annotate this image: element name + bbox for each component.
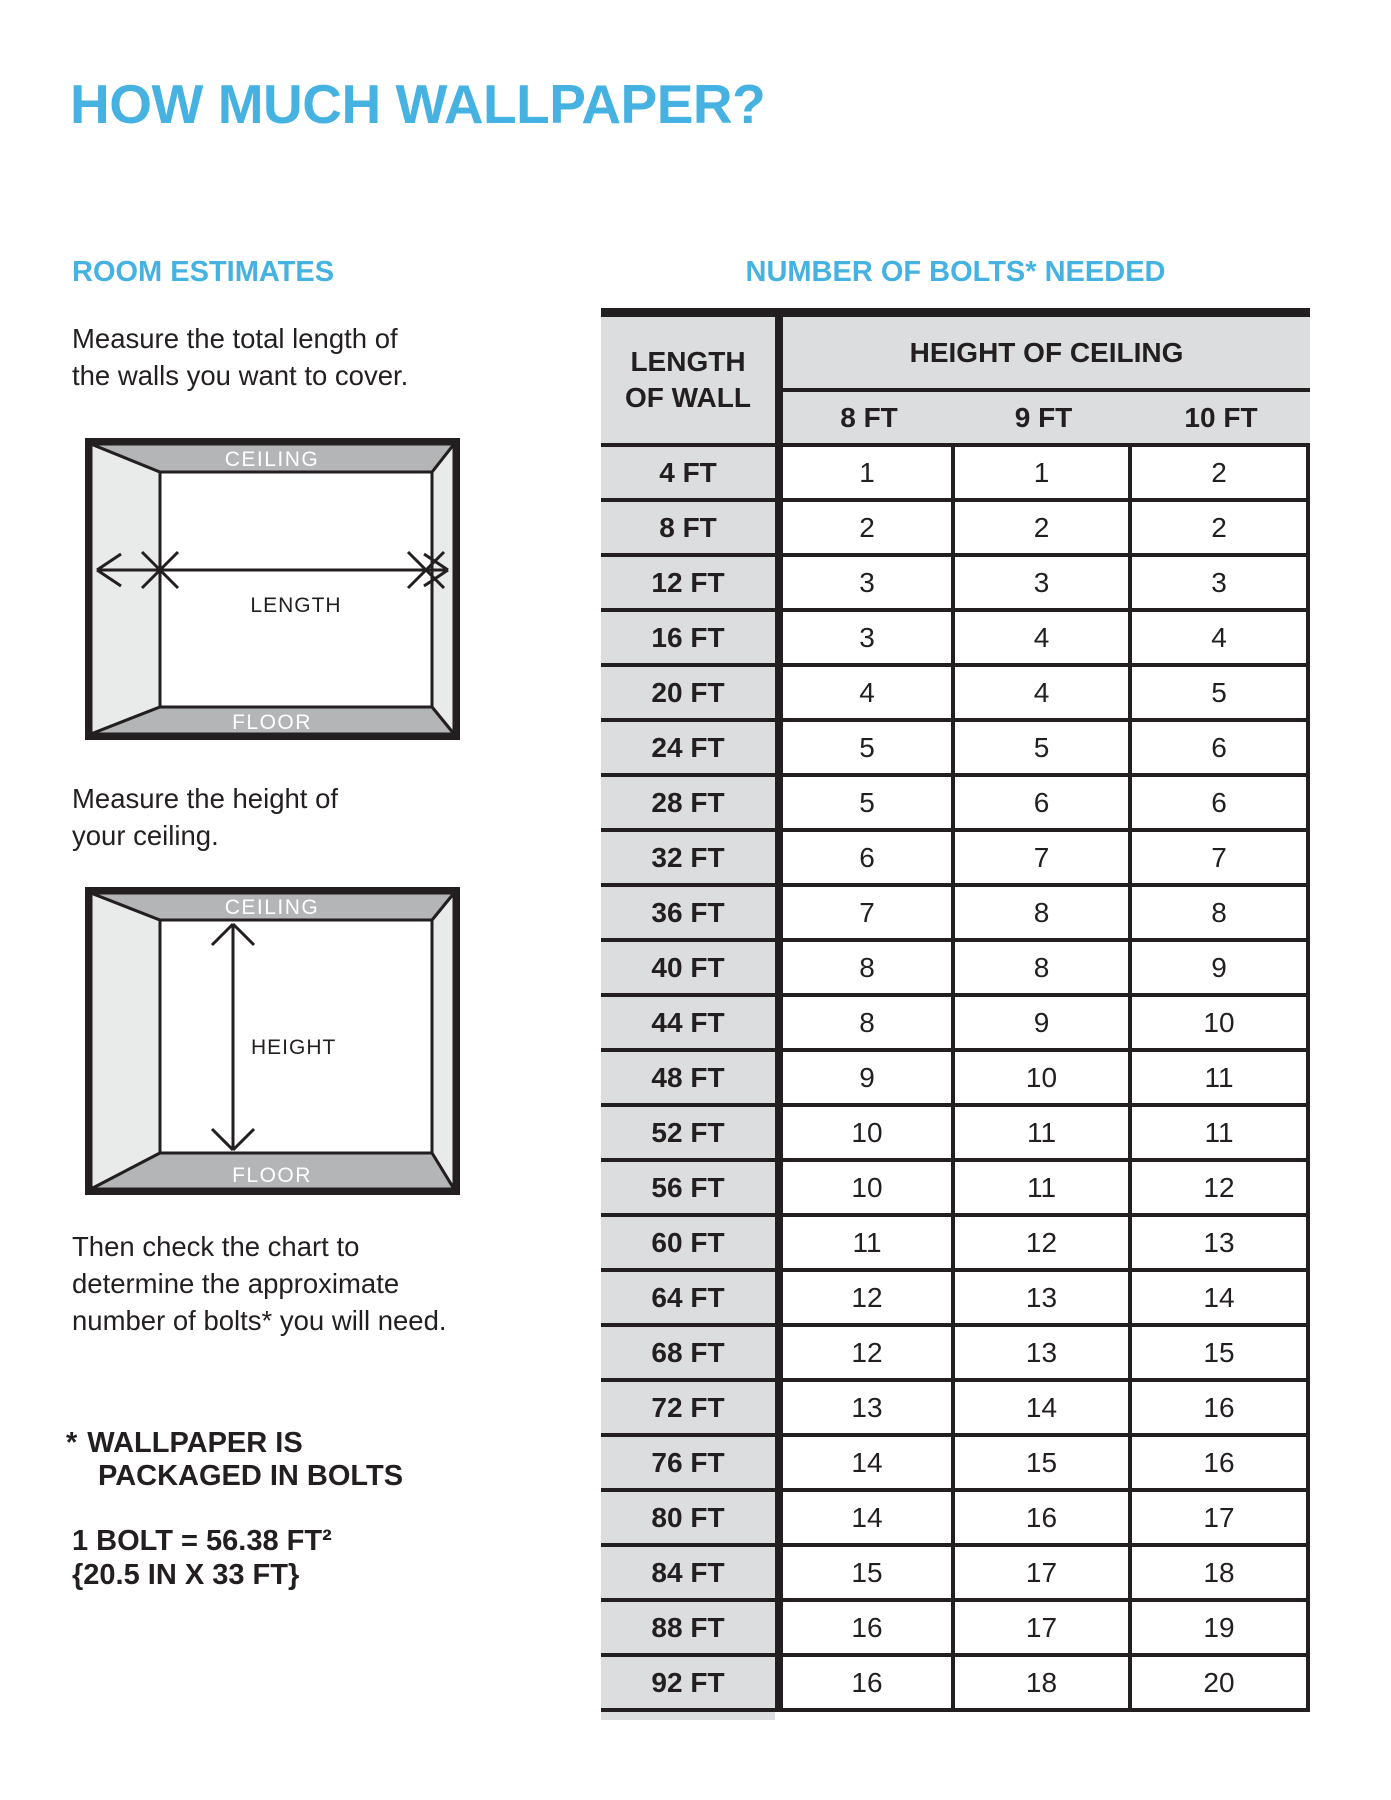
row-value: 16 xyxy=(783,1602,955,1657)
page-title: HOW MUCH WALLPAPER? xyxy=(70,73,766,135)
table-row xyxy=(601,1382,1310,1437)
header-line: LENGTH xyxy=(630,346,746,377)
table-row xyxy=(601,777,1310,832)
ceiling-label: CEILING xyxy=(224,896,320,919)
row-value: 17 xyxy=(955,1602,1132,1657)
height-label: HEIGHT xyxy=(251,1036,337,1059)
row-divider-gap xyxy=(775,1272,783,1327)
row-label: 48 FT xyxy=(601,1052,775,1107)
row-divider-gap xyxy=(775,1657,783,1712)
row-label: 36 FT xyxy=(601,887,775,942)
row-value: 14 xyxy=(783,1492,955,1547)
text-line: the walls you want to cover. xyxy=(72,360,409,391)
table-row xyxy=(601,1547,1310,1602)
table-row xyxy=(601,1162,1310,1217)
left-wall-face xyxy=(91,444,160,734)
row-value: 18 xyxy=(955,1657,1132,1712)
table-row xyxy=(601,1657,1310,1712)
text-line: number of bolts* you will need. xyxy=(72,1305,447,1336)
row-label: 80 FT xyxy=(601,1492,775,1547)
row-label: 16 FT xyxy=(601,612,775,667)
footnote-text: WALLPAPER IS xyxy=(87,1427,303,1459)
row-value: 11 xyxy=(1132,1107,1310,1162)
row-value: 17 xyxy=(1132,1492,1310,1547)
ceiling-label: CEILING xyxy=(224,448,320,471)
row-value: 4 xyxy=(955,667,1132,722)
table-top-border xyxy=(601,308,1310,317)
row-label: 4 FT xyxy=(601,447,775,502)
row-value: 8 xyxy=(955,887,1132,942)
row-value: 12 xyxy=(955,1217,1132,1272)
table-footer-tab xyxy=(601,1712,775,1720)
row-value: 10 xyxy=(1132,997,1310,1052)
row-value: 2 xyxy=(955,502,1132,557)
row-label: 32 FT xyxy=(601,832,775,887)
footnote-line xyxy=(66,1427,403,1460)
row-value: 12 xyxy=(783,1272,955,1327)
right-wall-face xyxy=(432,444,454,734)
row-value: 3 xyxy=(783,612,955,667)
row-value: 6 xyxy=(955,777,1132,832)
table-row xyxy=(601,997,1310,1052)
row-divider-gap xyxy=(775,1602,783,1657)
row-label: 52 FT xyxy=(601,1107,775,1162)
row-label: 60 FT xyxy=(601,1217,775,1272)
row-value: 15 xyxy=(955,1437,1132,1492)
row-divider-gap xyxy=(775,887,783,942)
row-value: 3 xyxy=(783,557,955,612)
row-value: 9 xyxy=(955,997,1132,1052)
row-label: 28 FT xyxy=(601,777,775,832)
row-value: 16 xyxy=(1132,1437,1310,1492)
row-value: 13 xyxy=(955,1272,1132,1327)
bolts-table xyxy=(601,308,1310,1720)
left-wall-face xyxy=(91,893,160,1189)
back-wall-face xyxy=(160,472,432,707)
row-value: 12 xyxy=(1132,1162,1310,1217)
row-value: 9 xyxy=(1132,942,1310,997)
table-row xyxy=(601,1107,1310,1162)
table-row xyxy=(601,1492,1310,1547)
bolts-needed-heading: NUMBER OF BOLTS* NEEDED xyxy=(745,256,1166,288)
row-divider-gap xyxy=(775,722,783,777)
row-value: 15 xyxy=(783,1547,955,1602)
row-value: 13 xyxy=(1132,1217,1310,1272)
column-header-9ft: 9 FT xyxy=(1014,401,1073,433)
row-value: 4 xyxy=(955,612,1132,667)
row-divider-gap xyxy=(775,1217,783,1272)
row-label: 92 FT xyxy=(601,1657,775,1712)
row-value: 3 xyxy=(955,557,1132,612)
text-line: Measure the height of xyxy=(72,783,339,814)
row-divider-gap xyxy=(775,997,783,1052)
table-row xyxy=(601,942,1310,997)
row-value: 1 xyxy=(955,447,1132,502)
row-value: 1 xyxy=(783,447,955,502)
row-value: 11 xyxy=(955,1107,1132,1162)
row-value: 18 xyxy=(1132,1547,1310,1602)
row-label: 84 FT xyxy=(601,1547,775,1602)
row-value: 14 xyxy=(783,1437,955,1492)
text-line: Measure the total length of xyxy=(72,323,398,354)
row-divider-gap xyxy=(775,1437,783,1492)
row-value: 17 xyxy=(955,1547,1132,1602)
footnote-text: PACKAGED IN BOLTS xyxy=(98,1460,404,1492)
table-row xyxy=(601,1217,1310,1272)
row-divider-gap xyxy=(775,942,783,997)
row-value: 10 xyxy=(783,1162,955,1217)
row-value: 16 xyxy=(955,1492,1132,1547)
row-value: 7 xyxy=(783,887,955,942)
row-value: 19 xyxy=(1132,1602,1310,1657)
table-row xyxy=(601,1437,1310,1492)
row-value: 4 xyxy=(1132,612,1310,667)
ceiling-height-subheaders xyxy=(783,392,1310,447)
row-divider-gap xyxy=(775,1382,783,1437)
row-label: 72 FT xyxy=(601,1382,775,1437)
row-divider-gap xyxy=(775,1162,783,1217)
instruction-check-chart xyxy=(72,1228,447,1339)
table-row xyxy=(601,887,1310,942)
row-label: 68 FT xyxy=(601,1327,775,1382)
instruction-measure-length xyxy=(72,320,408,394)
table-row xyxy=(601,502,1310,557)
row-value: 11 xyxy=(955,1162,1132,1217)
table-row xyxy=(601,1272,1310,1327)
row-label: 24 FT xyxy=(601,722,775,777)
table-row xyxy=(601,612,1310,667)
row-divider-gap xyxy=(775,447,783,502)
table-body xyxy=(601,447,1310,1712)
length-of-wall-header xyxy=(601,317,775,447)
row-divider-gap xyxy=(775,502,783,557)
row-value: 5 xyxy=(1132,667,1310,722)
bolt-dimensions: {20.5 IN X 33 FT} xyxy=(72,1559,300,1591)
right-wall-face xyxy=(432,893,454,1189)
row-label: 88 FT xyxy=(601,1602,775,1657)
row-value: 16 xyxy=(1132,1382,1310,1437)
row-divider-gap xyxy=(775,612,783,667)
table-row xyxy=(601,447,1310,502)
room-estimates-heading: ROOM ESTIMATES xyxy=(72,256,335,288)
row-value: 14 xyxy=(1132,1272,1310,1327)
header-line: OF WALL xyxy=(625,382,751,413)
row-label: 8 FT xyxy=(601,502,775,557)
row-divider-gap xyxy=(775,1107,783,1162)
row-divider-gap xyxy=(775,832,783,887)
asterisk-marker: * xyxy=(66,1427,78,1459)
row-value: 8 xyxy=(783,997,955,1052)
row-value: 8 xyxy=(955,942,1132,997)
row-label: 56 FT xyxy=(601,1162,775,1217)
row-value: 5 xyxy=(955,722,1132,777)
room-length-diagram xyxy=(85,438,460,740)
row-value: 10 xyxy=(955,1052,1132,1107)
row-divider-gap xyxy=(775,777,783,832)
column-header-8ft: 8 FT xyxy=(840,401,898,433)
row-value: 16 xyxy=(783,1657,955,1712)
row-divider-gap xyxy=(775,667,783,722)
instruction-measure-height xyxy=(72,780,338,854)
row-label: 12 FT xyxy=(601,557,775,612)
row-value: 13 xyxy=(955,1327,1132,1382)
text-line: Then check the chart to xyxy=(72,1231,360,1262)
row-value: 11 xyxy=(783,1217,955,1272)
row-label: 64 FT xyxy=(601,1272,775,1327)
row-value: 20 xyxy=(1132,1657,1310,1712)
row-value: 15 xyxy=(1132,1327,1310,1382)
row-divider-gap xyxy=(775,1327,783,1382)
table-row xyxy=(601,1327,1310,1382)
floor-label: FLOOR xyxy=(232,711,312,734)
row-value: 7 xyxy=(955,832,1132,887)
table-row xyxy=(601,722,1310,777)
table-row xyxy=(601,1052,1310,1107)
row-value: 5 xyxy=(783,777,955,832)
row-value: 7 xyxy=(1132,832,1310,887)
row-value: 10 xyxy=(783,1107,955,1162)
row-value: 2 xyxy=(783,502,955,557)
height-of-ceiling-header: HEIGHT OF CEILING xyxy=(783,317,1310,392)
row-label: 20 FT xyxy=(601,667,775,722)
bolt-size-info xyxy=(72,1524,332,1592)
column-header-10ft: 10 FT xyxy=(1184,401,1258,433)
bolt-footnote xyxy=(66,1427,403,1493)
text-line: determine the approximate xyxy=(72,1268,400,1299)
table-row xyxy=(601,832,1310,887)
row-value: 14 xyxy=(955,1382,1132,1437)
row-label: 44 FT xyxy=(601,997,775,1052)
row-label: 40 FT xyxy=(601,942,775,997)
row-value: 8 xyxy=(783,942,955,997)
row-value: 9 xyxy=(783,1052,955,1107)
table-row xyxy=(601,557,1310,612)
row-divider-gap xyxy=(775,1052,783,1107)
row-divider-gap xyxy=(775,1547,783,1602)
table-row xyxy=(601,667,1310,722)
row-value: 2 xyxy=(1132,447,1310,502)
row-value: 12 xyxy=(783,1327,955,1382)
row-value: 11 xyxy=(1132,1052,1310,1107)
row-value: 6 xyxy=(1132,722,1310,777)
row-value: 13 xyxy=(783,1382,955,1437)
row-value: 3 xyxy=(1132,557,1310,612)
row-value: 6 xyxy=(1132,777,1310,832)
row-divider-gap xyxy=(775,557,783,612)
length-label: LENGTH xyxy=(250,594,342,617)
row-divider-gap xyxy=(775,1492,783,1547)
row-value: 4 xyxy=(783,667,955,722)
floor-label: FLOOR xyxy=(232,1164,312,1187)
table-row xyxy=(601,1602,1310,1657)
bolt-equation: 1 BOLT = 56.38 FT² xyxy=(72,1525,332,1557)
row-value: 8 xyxy=(1132,887,1310,942)
row-value: 5 xyxy=(783,722,955,777)
row-label: 76 FT xyxy=(601,1437,775,1492)
row-value: 2 xyxy=(1132,502,1310,557)
row-value: 6 xyxy=(783,832,955,887)
room-height-diagram xyxy=(85,887,460,1195)
text-line: your ceiling. xyxy=(72,820,219,851)
